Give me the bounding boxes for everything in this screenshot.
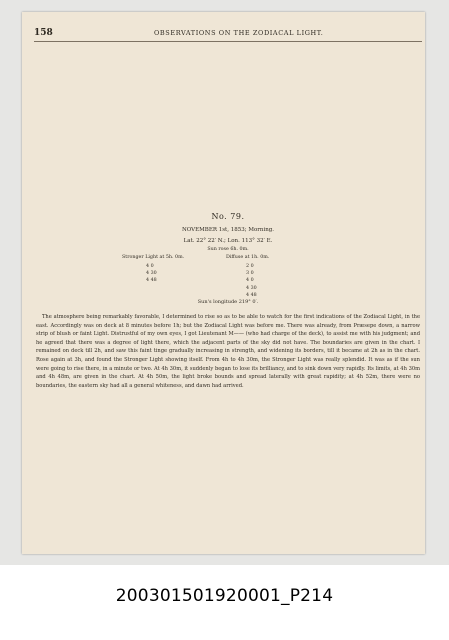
stronger-time: 4 30 <box>146 271 157 277</box>
entry-latitude-longitude: Lat. 22° 22′ N.; Lon. 113° 32′ E. <box>183 238 273 244</box>
stronger-time: 4 0 <box>146 264 154 269</box>
diffuse-times <box>246 263 257 299</box>
entry-title: No. 79. <box>211 212 245 221</box>
page-content <box>34 26 422 526</box>
body-paragraph: The atmosphere being remarkably favorable, I determined to rise so as to be able to watch for the first indications of the Zodiacal Light, in the east. Accordingly was on deck at 8 minutes before 1h; but the Zodiacal Light was before me. There was already, from Præsepe down, a narrow strip of blush or faint Light. Distrustful of my own eyes, I got Lieutenant M—— (who had charge of the deck), to assist me with his judgment; and he agreed that there was a degree of light there, which the adjacent parts of the sky did not have. The boundaries are given in the chart. I remained on deck till 2h, and saw this faint tinge gradually increasing in strength, and widening its borders, till it became at 2h as in the chart. Rose again at 3h, and found the Stronger Light showing itself. From 4h to 4h 30m, the Stronger Light was really splendid. It was as if the sun were going to rise there, in a minute or two. At 4h 30m, it suddenly began to lose its brilliancy, and to sink down very rapidly. Its limits, at 4h 30m and 4h 48m, are given in the chart. At 4h 50m, the light broke bounds and spread laterally with great rapidity; at 4h 52m, there were no boundaries, the eastern sky had all a general whiteness, and dawn had arrived. <box>36 314 420 389</box>
stronger-time: 4 48 <box>146 278 157 284</box>
header-rule <box>34 41 422 42</box>
diffuse-time: 3 0 <box>246 271 254 277</box>
diffuse-time: 4 0 <box>246 278 254 284</box>
diffuse-time: 4 30 <box>246 285 257 291</box>
image-id-caption: 200301501920001_P214 <box>115 586 334 606</box>
stronger-light-header: Stronger Light at 5h. 0m. <box>122 255 185 260</box>
page-header <box>34 26 422 42</box>
diffuse-time: 4 48 <box>246 292 257 298</box>
stronger-light-times <box>146 263 157 285</box>
diffuse-time: 2 0 <box>246 264 254 269</box>
entry-date-line: NOVEMBER 1st, 1853; Morning. <box>181 227 275 233</box>
sun-longitude: Sun's longitude 219° 0′. <box>197 299 259 305</box>
diffuse-header: Diffuse at 1h. 0m. <box>226 255 270 260</box>
entry-sun-rose: Sun rose 6h. 0m. <box>207 247 249 252</box>
page-number: 158 <box>34 28 53 38</box>
running-head: OBSERVATIONS ON THE ZODIACAL LIGHT. <box>154 29 324 37</box>
